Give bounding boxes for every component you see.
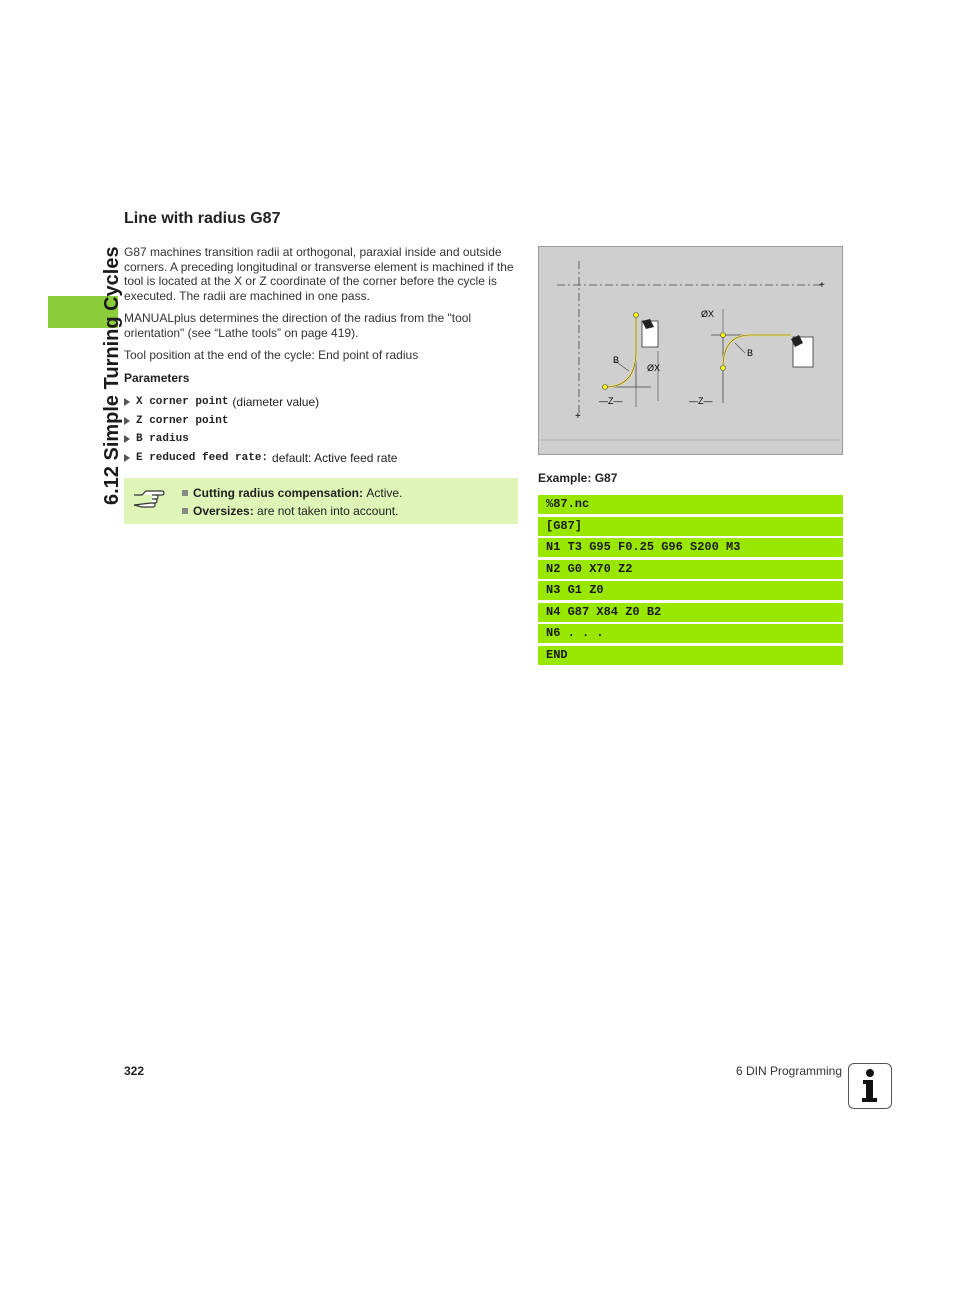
section-heading: Line with radius G87: [124, 210, 281, 227]
plus-mark: +: [575, 411, 581, 422]
parameter-item: [124, 449, 397, 468]
triangle-bullet-icon: [124, 435, 130, 443]
label-z2: —Z—: [689, 396, 713, 406]
triangle-bullet-icon: [124, 454, 130, 462]
example-heading: Example: G87: [538, 471, 618, 485]
note-item: [182, 502, 402, 520]
parameter-code: Z corner point: [136, 414, 229, 427]
end-point: [603, 385, 608, 390]
corner-point: [634, 313, 639, 318]
label-b2: B: [747, 348, 754, 358]
square-bullet-icon: [182, 490, 188, 496]
paragraph-tool-position: Tool position at the end of the cycle: End point of radius: [124, 348, 419, 362]
pointing-hand-icon: [132, 486, 166, 512]
square-bullet-icon: [182, 508, 188, 514]
end-point: [721, 366, 726, 371]
note-item: [182, 484, 402, 502]
label-x2: ØX: [701, 309, 715, 319]
tool-holder-icon: [642, 319, 658, 347]
note-item-text: Active.: [366, 486, 403, 500]
note-item-text: are not taken into account.: [257, 504, 399, 518]
parameter-code: B radius: [136, 433, 189, 446]
code-line: N4 G87 X84 Z0 B2: [538, 603, 843, 622]
code-line: %87.nc: [538, 495, 843, 514]
code-line: N2 G0 X70 Z2: [538, 560, 843, 579]
code-line: [G87]: [538, 517, 843, 536]
corner-point: [721, 333, 726, 338]
code-line: N3 G1 Z0: [538, 581, 843, 600]
label-b1: B: [613, 355, 620, 365]
parameter-item: [124, 430, 397, 449]
code-listing: [538, 495, 843, 667]
leader-line: [735, 343, 745, 353]
section-side-title: 6.12 Simple Turning Cycles: [101, 246, 123, 505]
info-icon[interactable]: [848, 1063, 892, 1109]
radius-path-1: [605, 315, 636, 387]
parameter-desc: default: Active feed rate: [272, 451, 398, 466]
parameters-heading: Parameters: [124, 371, 190, 385]
code-line: N6 . . .: [538, 624, 843, 643]
parameter-code: E reduced feed rate:: [136, 452, 269, 465]
parameter-item: [124, 412, 397, 431]
note-item-bold: Cutting radius compensation:: [193, 486, 364, 500]
triangle-bullet-icon: [124, 398, 130, 406]
tool-holder-icon: [791, 335, 813, 367]
paragraph-direction: MANUALplus determines the direction of the radius from the "tool orientation" (see “Lathe tools” on page 419).: [124, 311, 472, 340]
note-box: [124, 478, 518, 524]
g87-diagram: [538, 246, 843, 455]
page-number: 322: [124, 1064, 145, 1078]
chapter-title: 6 DIN Programming: [735, 1064, 842, 1078]
code-line: N1 T3 G95 F0.25 G96 S200 M3: [538, 538, 843, 557]
paragraph-intro: G87 machines transition radii at orthogonal, paraxial inside and outside corners. A preceding longitudinal or transverse element is machined if the tool is located at the X or Z coordinate of the corner before the cycle is executed. The radii are machined in one pass.: [124, 245, 514, 303]
triangle-bullet-icon: [124, 417, 130, 425]
parameter-code: X corner point: [136, 396, 229, 409]
note-item-bold: Oversizes:: [193, 504, 254, 518]
note-list: [182, 484, 402, 520]
code-line: END: [538, 646, 843, 665]
label-z1: —Z—: [599, 396, 623, 406]
plus-mark: +: [819, 280, 825, 291]
label-x1: ØX: [647, 363, 661, 373]
parameter-desc: (diameter value): [232, 395, 320, 410]
parameter-item: [124, 393, 397, 412]
parameter-list: [124, 393, 397, 467]
